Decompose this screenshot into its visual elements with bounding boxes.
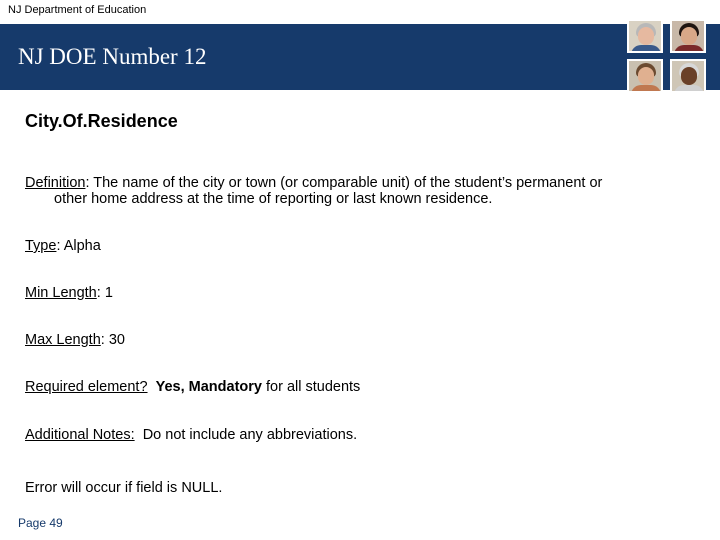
type-row: Type: Alpha bbox=[25, 238, 101, 254]
page-number: Page 49 bbox=[18, 516, 63, 530]
max-length-row: Max Length: 30 bbox=[25, 332, 125, 348]
error-value: NULL. bbox=[181, 480, 223, 496]
photo-1 bbox=[627, 19, 663, 53]
definition-label: Definition bbox=[25, 175, 86, 191]
min-length-label: Min Length bbox=[25, 285, 97, 301]
notes-label: Additional Notes: bbox=[25, 427, 135, 443]
org-label: NJ Department of Education bbox=[8, 4, 147, 16]
max-length-value: 30 bbox=[108, 332, 125, 348]
type-label: Type bbox=[25, 238, 57, 254]
definition-text-2: other home address at the time of reporting or last known residence. bbox=[54, 191, 493, 207]
max-length-label: Max Length bbox=[25, 332, 101, 348]
definition-row: Definition: The name of the city or town (or comparable unit) of the student’s permanent or bbox=[25, 175, 603, 191]
photo-4 bbox=[670, 59, 706, 93]
required-suffix: for all students bbox=[266, 379, 361, 395]
min-length-value: 1 bbox=[104, 285, 113, 301]
required-row bbox=[25, 378, 360, 396]
notes-row bbox=[25, 426, 357, 444]
photo-2 bbox=[670, 19, 706, 53]
page-title: NJ DOE Number 12 bbox=[18, 44, 207, 69]
title-banner bbox=[0, 24, 720, 90]
notes-value: Do not include any abbreviations. bbox=[142, 427, 358, 443]
photo-3 bbox=[627, 59, 663, 93]
required-label: Required element? bbox=[25, 379, 148, 395]
error-row bbox=[25, 479, 222, 497]
min-length-row: Min Length: 1 bbox=[25, 285, 113, 301]
error-text: Error will occur if field is bbox=[25, 480, 178, 496]
type-value: Alpha bbox=[63, 238, 101, 254]
definition-text-1: The name of the city or town (or comparable unit) of the student’s permanent or bbox=[93, 175, 603, 191]
field-heading: City.Of.Residence bbox=[25, 111, 178, 131]
required-value: Yes, Mandatory bbox=[155, 379, 262, 395]
